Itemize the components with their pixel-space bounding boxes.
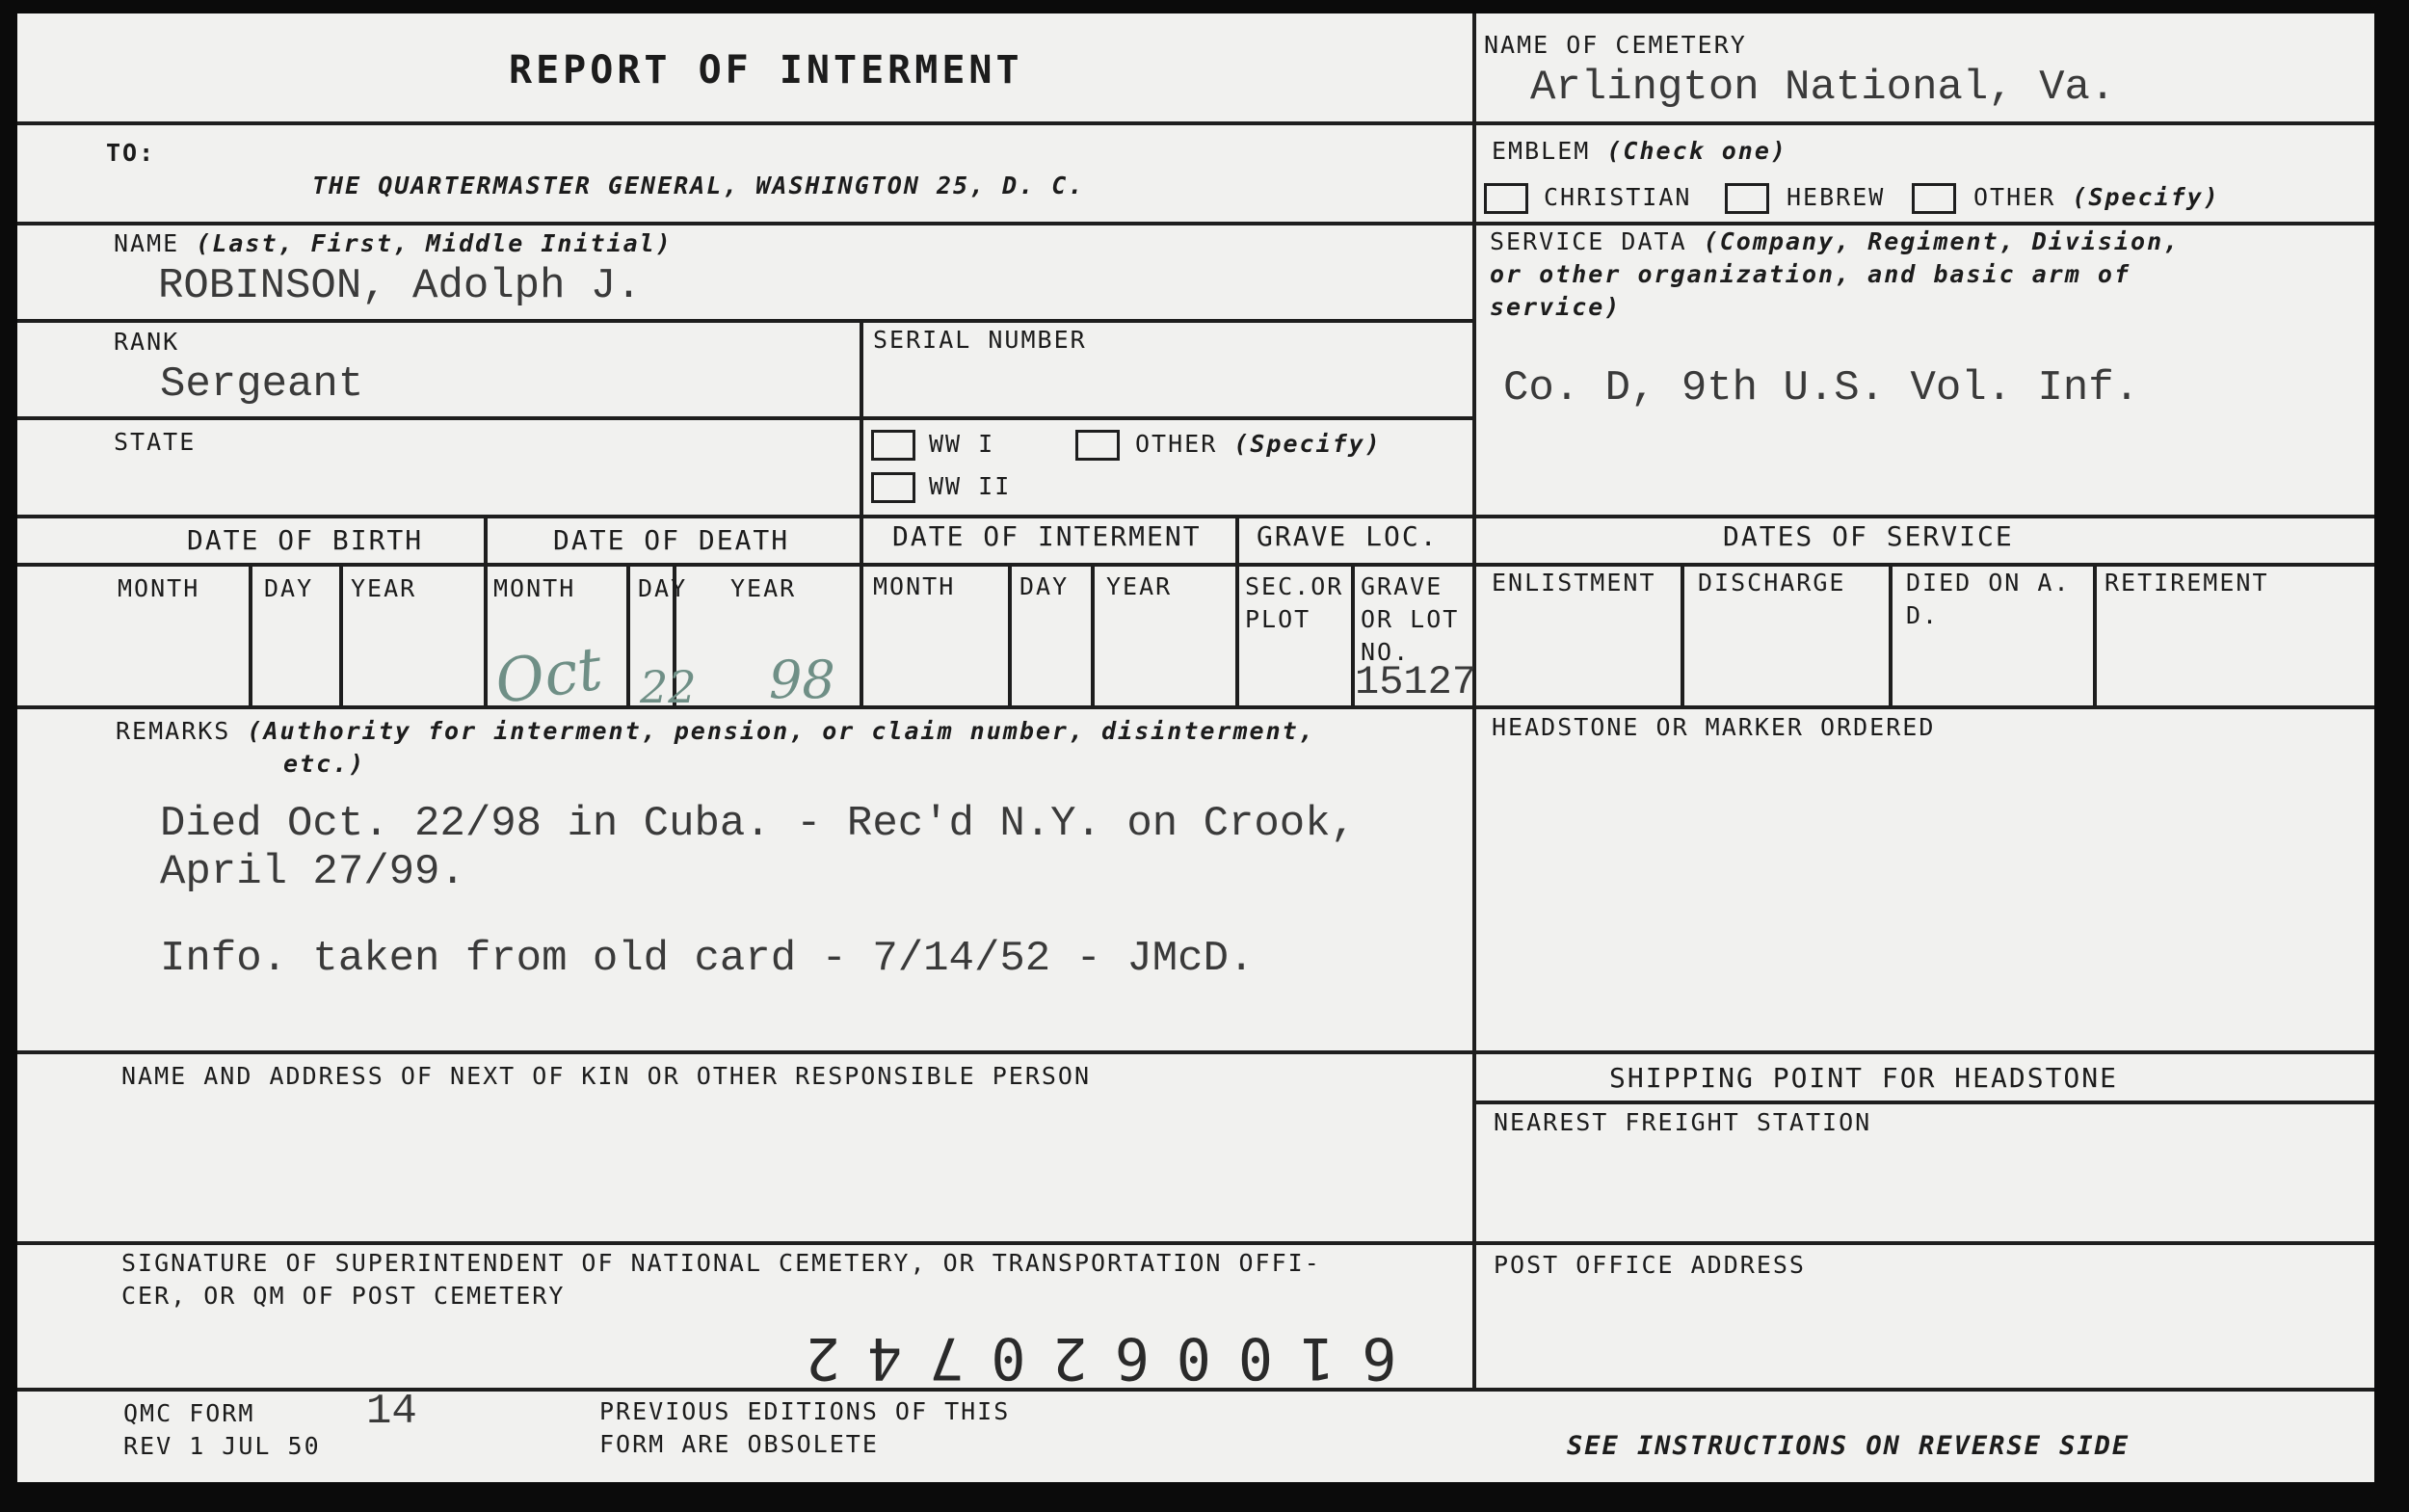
previous-editions-note: FORM ARE OBSOLETE: [599, 1430, 879, 1458]
ww1-label: WW I: [929, 430, 995, 458]
rule: [17, 705, 2374, 709]
date-of-birth-label: DATE OF BIRTH: [187, 524, 424, 556]
death-month-label: MONTH: [493, 574, 576, 602]
rule: [1476, 1101, 2374, 1104]
dates-of-service-label: DATES OF SERVICE: [1723, 520, 2014, 552]
birth-month-label: MONTH: [118, 574, 200, 602]
death-year-value: 98: [769, 650, 835, 710]
rule: [860, 319, 863, 515]
remarks-line-1: Died Oct. 22/98 in Cuba. - Rec'd N.Y. on Crook,: [160, 800, 1357, 848]
rule: [17, 1050, 2374, 1054]
post-office-label: POST OFFICE ADDRESS: [1494, 1251, 1806, 1279]
to-value: THE QUARTERMASTER GENERAL, WASHINGTON 25, D. C.: [312, 172, 1085, 199]
other-war-checkbox[interactable]: [1075, 430, 1120, 461]
state-label: STATE: [114, 428, 197, 456]
form-number: 14: [366, 1388, 417, 1436]
rule: [249, 563, 252, 707]
interment-year-label: YEAR: [1106, 572, 1173, 600]
remarks-line-2: April 27/99.: [160, 848, 465, 896]
rule: [1476, 121, 2374, 125]
cemetery-label: NAME OF CEMETERY: [1484, 31, 1747, 59]
name-label: NAME (Last, First, Middle Initial): [114, 229, 673, 257]
interment-month-label: MONTH: [873, 572, 956, 600]
rule: [1889, 563, 1893, 707]
death-day-value: 22: [640, 661, 697, 713]
service-data-label: SERVICE DATA (Company, Regiment, Division,: [1490, 227, 2181, 255]
remarks-line-3: Info. taken from old card - 7/14/52 - JMcD.: [160, 935, 1255, 983]
interment-day-label: DAY: [1019, 572, 1070, 600]
serial-number-label: SERIAL NUMBER: [873, 326, 1087, 354]
discharge-label: DISCHARGE: [1698, 569, 1846, 597]
rule: [1091, 563, 1095, 707]
service-data-note: service): [1490, 293, 1622, 321]
remarks-label: REMARKS (Authority for interment, pension, or claim number, disinterment,: [116, 717, 1315, 745]
form-revision: REV 1 JUL 50: [123, 1432, 321, 1460]
signature-label: CER, OR QM OF POST CEMETERY: [121, 1282, 566, 1310]
freight-station-label: NEAREST FREIGHT STATION: [1494, 1108, 1872, 1136]
grave-location-label: GRAVE LOC.: [1257, 520, 1439, 552]
previous-editions-note: PREVIOUS EDITIONS OF THIS: [599, 1397, 1011, 1425]
sec-plot-label: PLOT: [1245, 605, 1311, 633]
rule: [1008, 563, 1012, 707]
birth-day-label: DAY: [264, 574, 314, 602]
rule: [1681, 563, 1684, 707]
retirement-label: RETIREMENT: [2105, 569, 2269, 597]
grave-lot-label: NO.: [1361, 638, 1411, 666]
grave-number-value: 15127: [1355, 659, 1477, 705]
date-of-death-label: DATE OF DEATH: [553, 524, 790, 556]
emblem-other-label: OTHER (Specify): [1973, 183, 2220, 211]
shipping-point-label: SHIPPING POINT FOR HEADSTONE: [1609, 1062, 2119, 1094]
service-data-note: or other organization, and basic arm of: [1490, 260, 2131, 288]
remarks-note: etc.): [283, 750, 366, 778]
enlistment-label: ENLISTMENT: [1492, 569, 1656, 597]
death-day-label: DAY: [638, 574, 688, 602]
ww2-checkbox[interactable]: [871, 472, 915, 503]
rule: [860, 515, 863, 707]
emblem-christian-checkbox[interactable]: [1484, 183, 1528, 214]
signature-label: SIGNATURE OF SUPERINTENDENT OF NATIONAL CEMETERY, OR TRANSPORTATION OFFI-: [121, 1249, 1321, 1277]
sec-plot-label: SEC.OR: [1245, 572, 1344, 600]
rule: [339, 563, 343, 707]
name-value: ROBINSON, Adolph J.: [158, 262, 642, 310]
rank-label: RANK: [114, 328, 180, 356]
died-on-ad-label: DIED ON A.: [1906, 569, 2071, 597]
emblem-hebrew-label: HEBREW: [1787, 183, 1886, 211]
birth-year-label: YEAR: [351, 574, 417, 602]
rank-value: Sergeant: [160, 360, 364, 409]
other-war-label: OTHER (Specify): [1135, 430, 1382, 458]
cemetery-value: Arlington National, Va.: [1530, 64, 2116, 112]
form-id: QMC FORM: [123, 1399, 255, 1427]
emblem-hebrew-checkbox[interactable]: [1725, 183, 1769, 214]
rule: [17, 121, 1476, 125]
emblem-label: EMBLEM (Check one): [1492, 137, 1787, 165]
death-month-value: Oct: [490, 632, 607, 718]
rule: [626, 563, 630, 707]
stamped-number: 6100620742: [779, 1324, 1397, 1392]
rule: [17, 319, 1476, 323]
to-label: TO:: [106, 139, 156, 167]
grave-lot-label: GRAVE: [1361, 572, 1443, 600]
rule: [2093, 563, 2097, 707]
form-title: REPORT OF INTERMENT: [509, 48, 1023, 93]
death-year-label: YEAR: [730, 574, 797, 602]
died-on-ad-label: D.: [1906, 601, 1940, 629]
grave-lot-label: OR LOT: [1361, 605, 1460, 633]
rule: [17, 1241, 2374, 1245]
ww2-label: WW II: [929, 472, 1012, 500]
service-data-value: Co. D, 9th U.S. Vol. Inf.: [1503, 364, 2140, 412]
emblem-other-checkbox[interactable]: [1912, 183, 1956, 214]
rule: [17, 416, 1476, 420]
rule: [17, 515, 2374, 518]
interment-card: [17, 13, 2374, 1482]
emblem-christian-label: CHRISTIAN: [1544, 183, 1692, 211]
rule: [484, 515, 488, 707]
headstone-label: HEADSTONE OR MARKER ORDERED: [1492, 713, 1936, 741]
next-of-kin-label: NAME AND ADDRESS OF NEXT OF KIN OR OTHER RESPONSIBLE PERSON: [121, 1062, 1092, 1090]
date-of-interment-label: DATE OF INTERMENT: [892, 520, 1202, 552]
instructions-note: SEE INSTRUCTIONS ON REVERSE SIDE: [1567, 1431, 2131, 1461]
ww1-checkbox[interactable]: [871, 430, 915, 461]
rule: [1235, 515, 1239, 707]
